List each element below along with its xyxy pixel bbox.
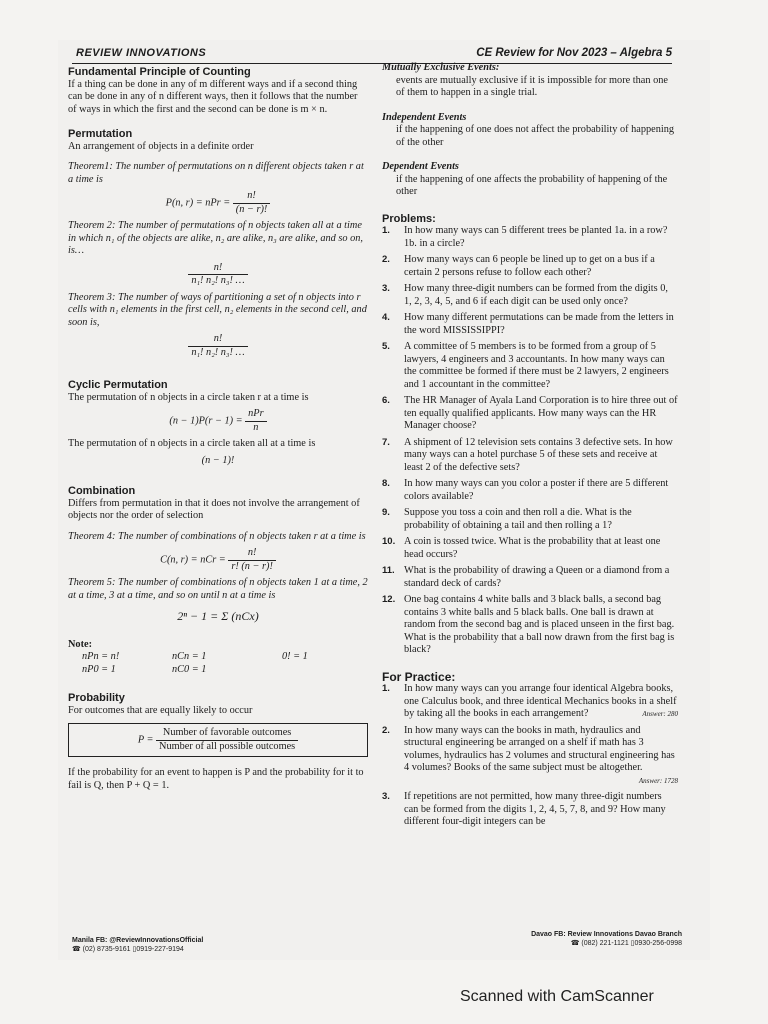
theorem-5: Theorem 5: The number of combinations of n objects taken 1 at a time, 2 at a time, 3 at a time, and so on until n at a time is [68,577,368,601]
theorem-1-fraction: $\frac{n!}{(n - r)!}$ [233,190,271,216]
problem-statement: What is the probability of drawing a Queen or a diamond from a standard deck of cards? [404,565,670,589]
dependent-text: if the happening of one affects the probability of happening of the other [396,173,668,197]
probability-heading: Probability [68,692,125,704]
problem-text [404,536,678,561]
problem-number: 4. [382,312,390,323]
note-heading: Note: [68,638,93,650]
theorem-4-formula: C(n, r) = nCr = $\frac{n!}{r! (n - r)!}$ [68,547,368,573]
problem-text [404,312,678,337]
theorem-4: Theorem 4: The number of combinations of n objects taken r at a time is [68,530,366,542]
problem-text [404,594,678,657]
camscanner-watermark: Scanned with CamScanner [460,988,654,1005]
problem-item [382,341,678,391]
problem-item [382,536,678,561]
problem-text [404,565,678,590]
cyclic-heading: Cyclic Permutation [68,379,168,391]
problem-item [382,594,678,657]
problem-item [382,725,678,788]
problem-item [382,683,678,721]
problems-list [382,225,678,657]
right-column [382,62,678,833]
combination-heading: Combination [68,485,136,497]
answer-label: Answer: 280 [642,710,678,718]
cyclic-formula-2: (n − 1)! [201,454,235,466]
problem-text [404,341,678,391]
footer-right [520,930,682,948]
problem-number: 3. [382,283,390,294]
theorem-5-formula: 2ⁿ − 1 = Σ (nCx) [177,609,259,623]
problem-text [404,507,678,532]
problem-number: 5. [382,341,390,352]
dependent-heading: Dependent Events [382,161,459,172]
permutation-definition: An arrangement of objects in a definite order [68,140,254,152]
problem-item [382,254,678,279]
footer-manila-phone: ☎ (02) 8735-9161 ▯0919-227-9194 [72,946,184,953]
problem-text [404,478,678,503]
problem-text [404,395,678,433]
problem-text [404,791,678,829]
footer-davao-phone: ☎ (082) 221-1121 ▯0930-256-0998 [570,940,682,947]
problem-number: 8. [382,478,390,489]
independent-text: if the happening of one does not affect the probability of happening of the other [396,124,675,148]
cyclic-text-1: The permutation of n objects in a circle taken r at a time is [68,391,309,403]
footer-manila-fb: Manila FB: @ReviewInnovationsOfficial [72,937,204,944]
practice-heading: For Practice: [382,669,456,684]
footer-left [72,936,203,954]
problem-item [382,791,678,829]
fpc-heading: Fundamental Principle of Counting [68,66,251,78]
theorem-3: Theorem 3: The number of ways of partitioning a set of n objects into r cells with n₁ elements in the first cell, n₂ elements in the second cell, and soon is, [68,291,367,328]
problem-number: 12. [382,594,396,605]
answer-label: Answer: 1728 [638,776,678,785]
problem-text [404,725,678,788]
problem-text [404,283,678,308]
mutually-exclusive-heading: Mutually Exclusive Events: [382,62,500,73]
problems-heading: Problems: [382,212,436,225]
problem-number: 11. [382,565,395,576]
cyclic-formula: (n − 1)P(r − 1) = $\frac{\text{nPr}}{n}$ [68,408,368,434]
problem-item [382,283,678,308]
probability-formula-box: P = $\frac{\text{Number of favorable outcomes}}{\text{Number of all possible outcomes}}$ [68,723,368,757]
footer-davao-fb: Davao FB: Review Innovations Davao Branch [531,931,682,938]
problem-statement: In how many ways can you arrange four identical Algebra books, one Calculus book, and three identical Mechanics books in a shelf by taking all the books in each arrangement? [404,683,677,719]
problem-item [382,225,678,250]
problem-statement: The HR Manager of Ayala Land Corporation is to hire three out of ten equally qualified applicants. How many ways can the HR Manager choose? [404,395,678,431]
problem-number: 1. [382,225,390,236]
problem-statement: A committee of 5 members is to be formed from a group of 5 lawyers, 4 engineers and 3 accountants. In how many ways can the committee be formed if there must be 2 lawyers, 2 engineers and 1 accountant in the committee? [404,341,669,390]
problem-statement: A shipment of 12 television sets contains 3 defective sets. In how many ways can a hotel purchase 5 of these sets and receive at least 2 of the defective sets? [404,436,673,473]
theorem-2-formula: $\frac{n!}{\text{n₁! n₂! n₃! …}}$ [68,262,368,288]
theorem-1: Theorem1: The number of permutations on n different objects taken r at a time is [68,161,364,185]
problem-item [382,312,678,337]
problem-text [404,683,678,721]
problem-statement: How many ways can 6 people be lined up to get on a bus if a certain 2 persons refuse to follow each other? [404,254,655,278]
theorem-1-lhs: P(n, r) = nPr = [165,197,231,209]
problem-text [404,437,678,475]
practice-list [382,683,678,829]
problem-statement: How many different permutations can be made from the letters in the word MISSISSIPPI? [404,312,674,336]
probability-text: For outcomes that are equally likely to occur [68,704,253,716]
problem-statement: In how many ways can 5 different trees be planted 1a. in a row? 1b. in a circle? [404,225,668,249]
problem-number: 1. [382,683,390,694]
mutually-exclusive-text: events are mutually exclusive if it is impossible for more than one of them to happen in a single trial. [396,74,668,98]
problem-number: 3. [382,791,390,802]
problem-text [404,225,678,250]
problem-item [382,437,678,475]
brand-title: REVIEW INNOVATIONS [76,47,207,59]
theorem-3-formula: $\frac{n!}{\text{n₁! n₂! n₃! …}}$ [68,333,368,359]
problem-number: 9. [382,507,390,518]
theorem-2: Theorem 2: The number of permutations of n objects taken all at a time in which n₁ of the objects are alike, n₂ are alike, n₃ are alike, and so on, is… [68,220,363,256]
problem-statement: A coin is tossed twice. What is the probability that at least one head occurs? [404,536,661,560]
probability-complement: If the probability for an event to happen is P and the probability for it to fail is Q, then P + Q = 1. [68,767,364,791]
problem-number: 6. [382,395,390,406]
combination-definition: Differs from permutation in that it does not involve the arrangement of objects nor the order of selection [68,497,360,521]
problem-statement: How many three-digit numbers can be formed from the digits 0, 1, 2, 3, 4, 5, and 6 if each digit can be used only once? [404,283,668,307]
independent-heading: Independent Events [382,111,467,123]
problem-number: 10. [382,536,396,547]
problem-number: 2. [382,254,390,265]
problem-statement: If repetitions are not permitted, how many three-digit numbers can be formed from the digits 1, 2, 4, 5, 7, 8, and 9? How many different four-digit integers can be [404,791,666,827]
note-grid: nPn = n! nCn = 1 0! = 1 nP0 = 1 nC0 = 1 [82,651,308,675]
problem-statement: Suppose you toss a coin and then roll a die. What is the probability of obtaining a tail and then rolling a 1? [404,507,632,531]
problem-item [382,478,678,503]
problem-statement: One bag contains 4 white balls and 3 black balls, a second bag contains 3 white balls and 5 black balls. One ball is drawn at random from the second bag and is placed unseen in the first bag. What is the probability that a ball now drawn from the first bag is black? [404,594,675,655]
problem-item [382,565,678,590]
problem-number: 2. [382,724,390,736]
fpc-text: If a thing can be done in any of m different ways and if a second thing can be done in any of n different ways, then it follows that the number of ways in which the first and the second can be done is m × n. [68,78,358,115]
theorem-1-formula [68,190,368,216]
problem-number: 7. [382,436,390,448]
left-column [68,66,368,792]
problem-item [382,507,678,532]
course-title: CE Review for Nov 2023 – Algebra 5 [476,47,672,59]
problem-statement: In how many ways can you color a poster if there are 5 different colors available? [404,478,669,502]
permutation-heading: Permutation [68,128,133,140]
problem-item [382,395,678,433]
cyclic-text-2: The permutation of n objects in a circle taken all at a time is [68,438,316,449]
problem-text [404,254,678,279]
problem-statement: In how many ways can the books in math, hydraulics and structural engineering be arranged on a shelf if math has 3 volumes, hydraulics has 2 volumes and structural engineering has 4 volumes? Books of the same subject must be altogether. [404,724,675,773]
